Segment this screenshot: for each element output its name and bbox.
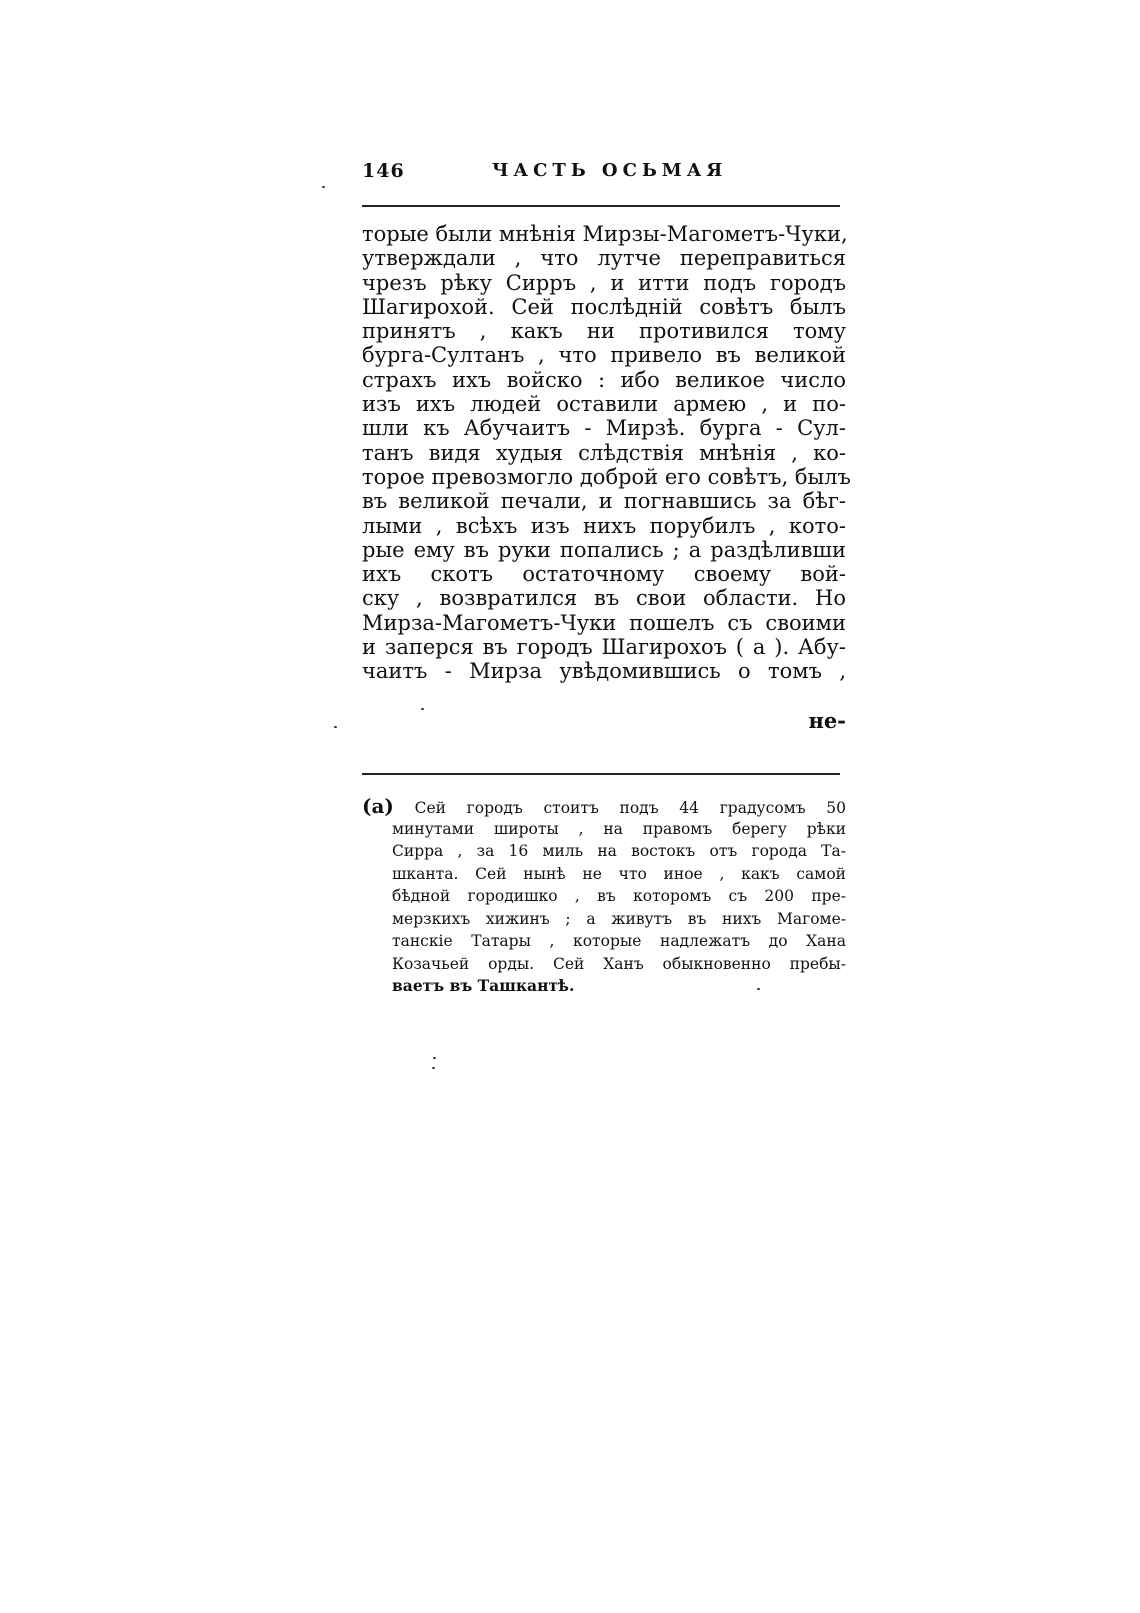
scan-speck — [757, 988, 760, 990]
footnote-line: минутами широты , на правомъ берегу рѣки — [392, 819, 846, 838]
footnote-last-line: ваетъ въ Ташкантѣ. — [392, 976, 575, 995]
text-line: ску , возвратился въ свои области. Но — [362, 586, 846, 611]
text-line: шли къ Абучаитъ - Мирзѣ. бурга - Сул- — [362, 416, 846, 441]
scan-speck — [322, 186, 325, 188]
text-line: Мирза-Магометъ-Чуки пошелъ съ своими — [362, 610, 846, 635]
text-line: чаитъ - Мирза увѣдомившись о томъ , — [362, 659, 846, 684]
text-line: танъ видя худыя слѣдствія мнѣнія , ко- — [362, 440, 846, 465]
footnote-line: Сирра , за 16 миль на востокъ отъ города Та- — [392, 842, 846, 860]
text-line: торые были мнѣнія Мирзы-Магометъ-Чуки, — [362, 222, 848, 246]
footnote-line: мерзкихъ хижинъ ; а живутъ въ нихъ Магоме- — [392, 909, 846, 928]
text-line: бурга-Султанъ , что привело въ великой — [362, 343, 846, 368]
text-line: рые ему въ руки попались ; а раздѣливши — [362, 537, 846, 562]
footnote-marker: (а) — [362, 794, 394, 818]
page-title: ЧАСТЬ ОСЬМАЯ — [492, 160, 728, 181]
page-number: 146 — [362, 160, 405, 182]
text-line: принятъ , какъ ни противился тому — [362, 319, 846, 344]
text-line: чрезъ рѣку Сирръ , и итти подъ городъ — [362, 270, 846, 295]
footnote — [362, 795, 846, 998]
body-text — [362, 222, 851, 684]
header-rule — [362, 205, 840, 207]
text-line: ихъ скотъ остаточному своему вой- — [362, 562, 846, 587]
text-line: изъ ихъ людей оставили армею , и по- — [362, 392, 846, 417]
footnote-line: танскіе Татары , которые надлежатъ до Хана — [392, 932, 846, 950]
text-line: торое превозмогло доброй его совѣтъ, былъ — [362, 464, 851, 489]
text-line: и заперся въ городъ Шагирохоъ ( а ). Абу- — [362, 635, 846, 660]
footnote-line: бѣдной городишко , въ которомъ съ 200 пре- — [392, 887, 846, 905]
scan-speck — [432, 1067, 435, 1069]
footnote-line: шканта. Сей нынѣ не что иное , какъ самой — [392, 864, 846, 883]
footnote-rule — [362, 773, 840, 775]
scan-speck — [433, 1057, 436, 1059]
text-line: Шагирохой. Сей послѣдній совѣтъ былъ — [362, 294, 846, 319]
footnote-first-line — [362, 795, 846, 818]
scan-speck — [334, 726, 337, 728]
text-line: утверждали , что лутче переправиться — [362, 246, 846, 271]
footnote-first-text: Сей городъ стоитъ подъ 44 градусомъ 50 — [414, 799, 846, 817]
text-line: въ великой печали, и погнавшись за бѣг- — [362, 489, 846, 514]
text-line: лыми , всѣхъ изъ нихъ порубилъ , кото- — [362, 513, 846, 538]
footnote-line: Козачьей орды. Сей Ханъ обыкновенно пребы- — [392, 954, 846, 973]
running-head — [362, 160, 842, 186]
scan-speck — [421, 708, 424, 710]
catchword: не- — [808, 708, 846, 733]
text-line: страхъ ихъ войско : ибо великое число — [362, 367, 846, 392]
